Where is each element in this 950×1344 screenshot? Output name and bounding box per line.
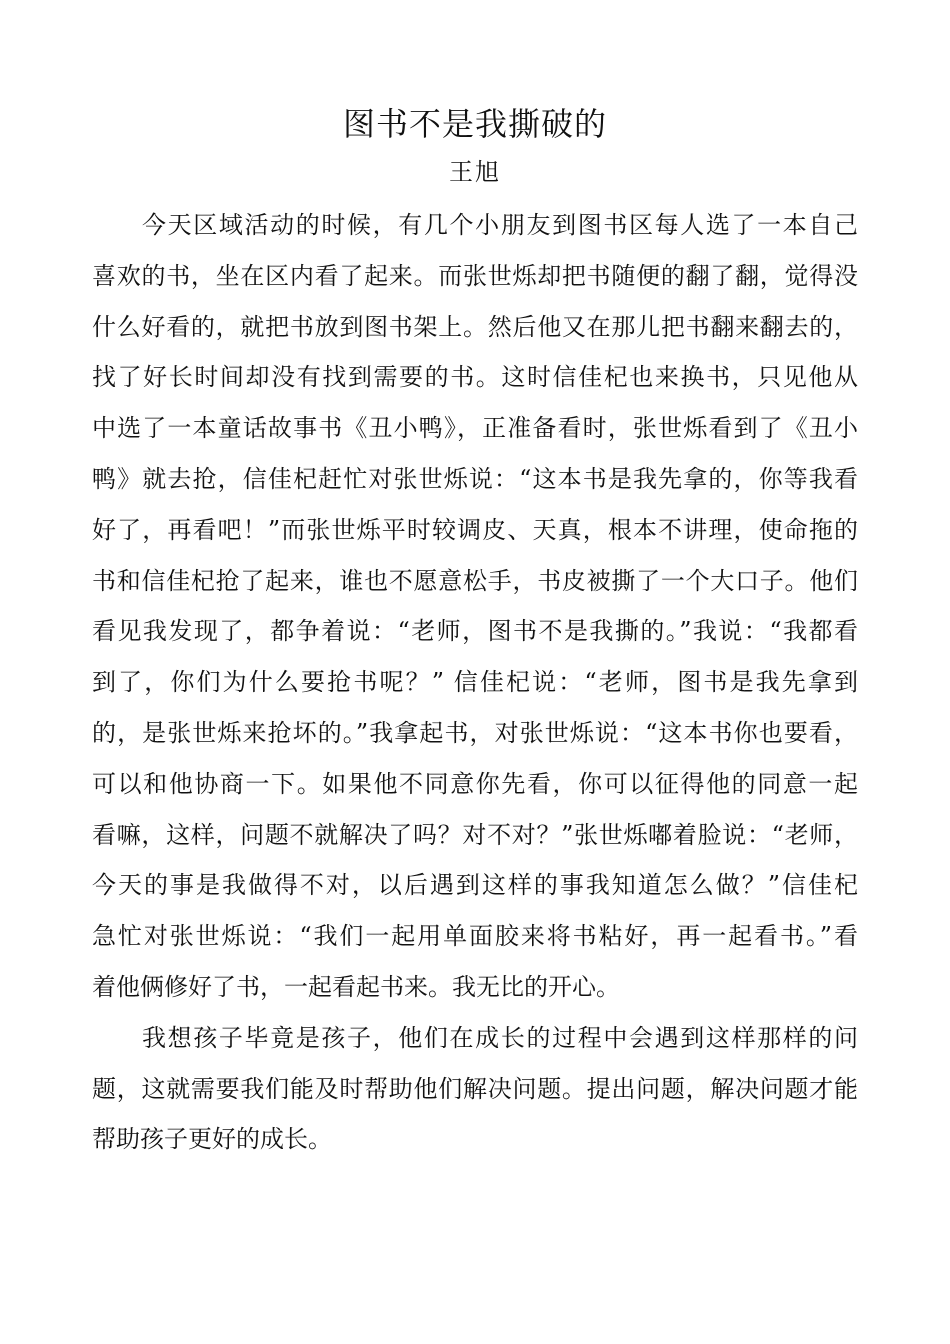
text-line: 急忙对张世烁说：“我们一起用单面胶来将书粘好，再一起看书。”看 bbox=[92, 922, 858, 951]
text-line: 看嘛，这样，问题不就解决了吗？对不对？”张世烁嘟着脸说：“老师， bbox=[92, 820, 858, 849]
text-line: 找了好长时间却没有找到需要的书。这时信佳杞也来换书，只见他从 bbox=[92, 363, 858, 392]
text-line: 题，这就需要我们能及时帮助他们解决问题。提出问题，解决问题才能 bbox=[92, 1074, 858, 1103]
document-body bbox=[92, 200, 858, 1165]
author-name: 王旭 bbox=[449, 158, 501, 186]
text-line: 着他俩修好了书，一起看起书来。我无比的开心。 bbox=[92, 972, 620, 1001]
paragraph-1 bbox=[92, 200, 858, 1013]
text-line: 到了，你们为什么要抢书呢？” 信佳杞说：“老师，图书是我先拿到 bbox=[92, 668, 858, 697]
paragraph-2 bbox=[92, 1013, 858, 1165]
text-line: 今天区域活动的时候，有几个小朋友到图书区每人选了一本自己 bbox=[142, 211, 858, 239]
document-title: 图书不是我撕破的 bbox=[342, 105, 607, 143]
text-line: 鸭》就去抢，信佳杞赶忙对张世烁说：“这本书是我先拿的，你等我看 bbox=[92, 464, 858, 493]
text-line: 书和信佳杞抢了起来，谁也不愿意松手，书皮被撕了一个大口子。他们 bbox=[92, 566, 858, 595]
text-line: 中选了一本童话故事书《丑小鸭》，正准备看时，张世烁看到了《丑小 bbox=[92, 414, 858, 443]
text-line: 什么好看的，就把书放到图书架上。然后他又在那儿把书翻来翻去的， bbox=[92, 312, 858, 341]
text-line: 的，是张世烁来抢坏的。”我拿起书，对张世烁说：“这本书你也要看， bbox=[92, 718, 858, 747]
text-line: 好了，再看吧！”而张世烁平时较调皮、天真，根本不讲理，使命拖的 bbox=[92, 515, 858, 544]
text-line: 看见我发现了，都争着说：“老师，图书不是我撕的。”我说：“我都看 bbox=[92, 617, 858, 646]
text-line: 帮助孩子更好的成长。 bbox=[92, 1125, 332, 1154]
text-line: 今天的事是我做得不对，以后遇到这样的事我知道怎么做？”信佳杞 bbox=[92, 871, 858, 900]
text-line: 可以和他协商一下。如果他不同意你先看，你可以征得他的同意一起 bbox=[92, 769, 858, 798]
text-line: 喜欢的书，坐在区内看了起来。而张世烁却把书随便的翻了翻，觉得没 bbox=[92, 261, 858, 290]
text-line: 我想孩子毕竟是孩子，他们在成长的过程中会遇到这样那样的问 bbox=[142, 1023, 858, 1052]
